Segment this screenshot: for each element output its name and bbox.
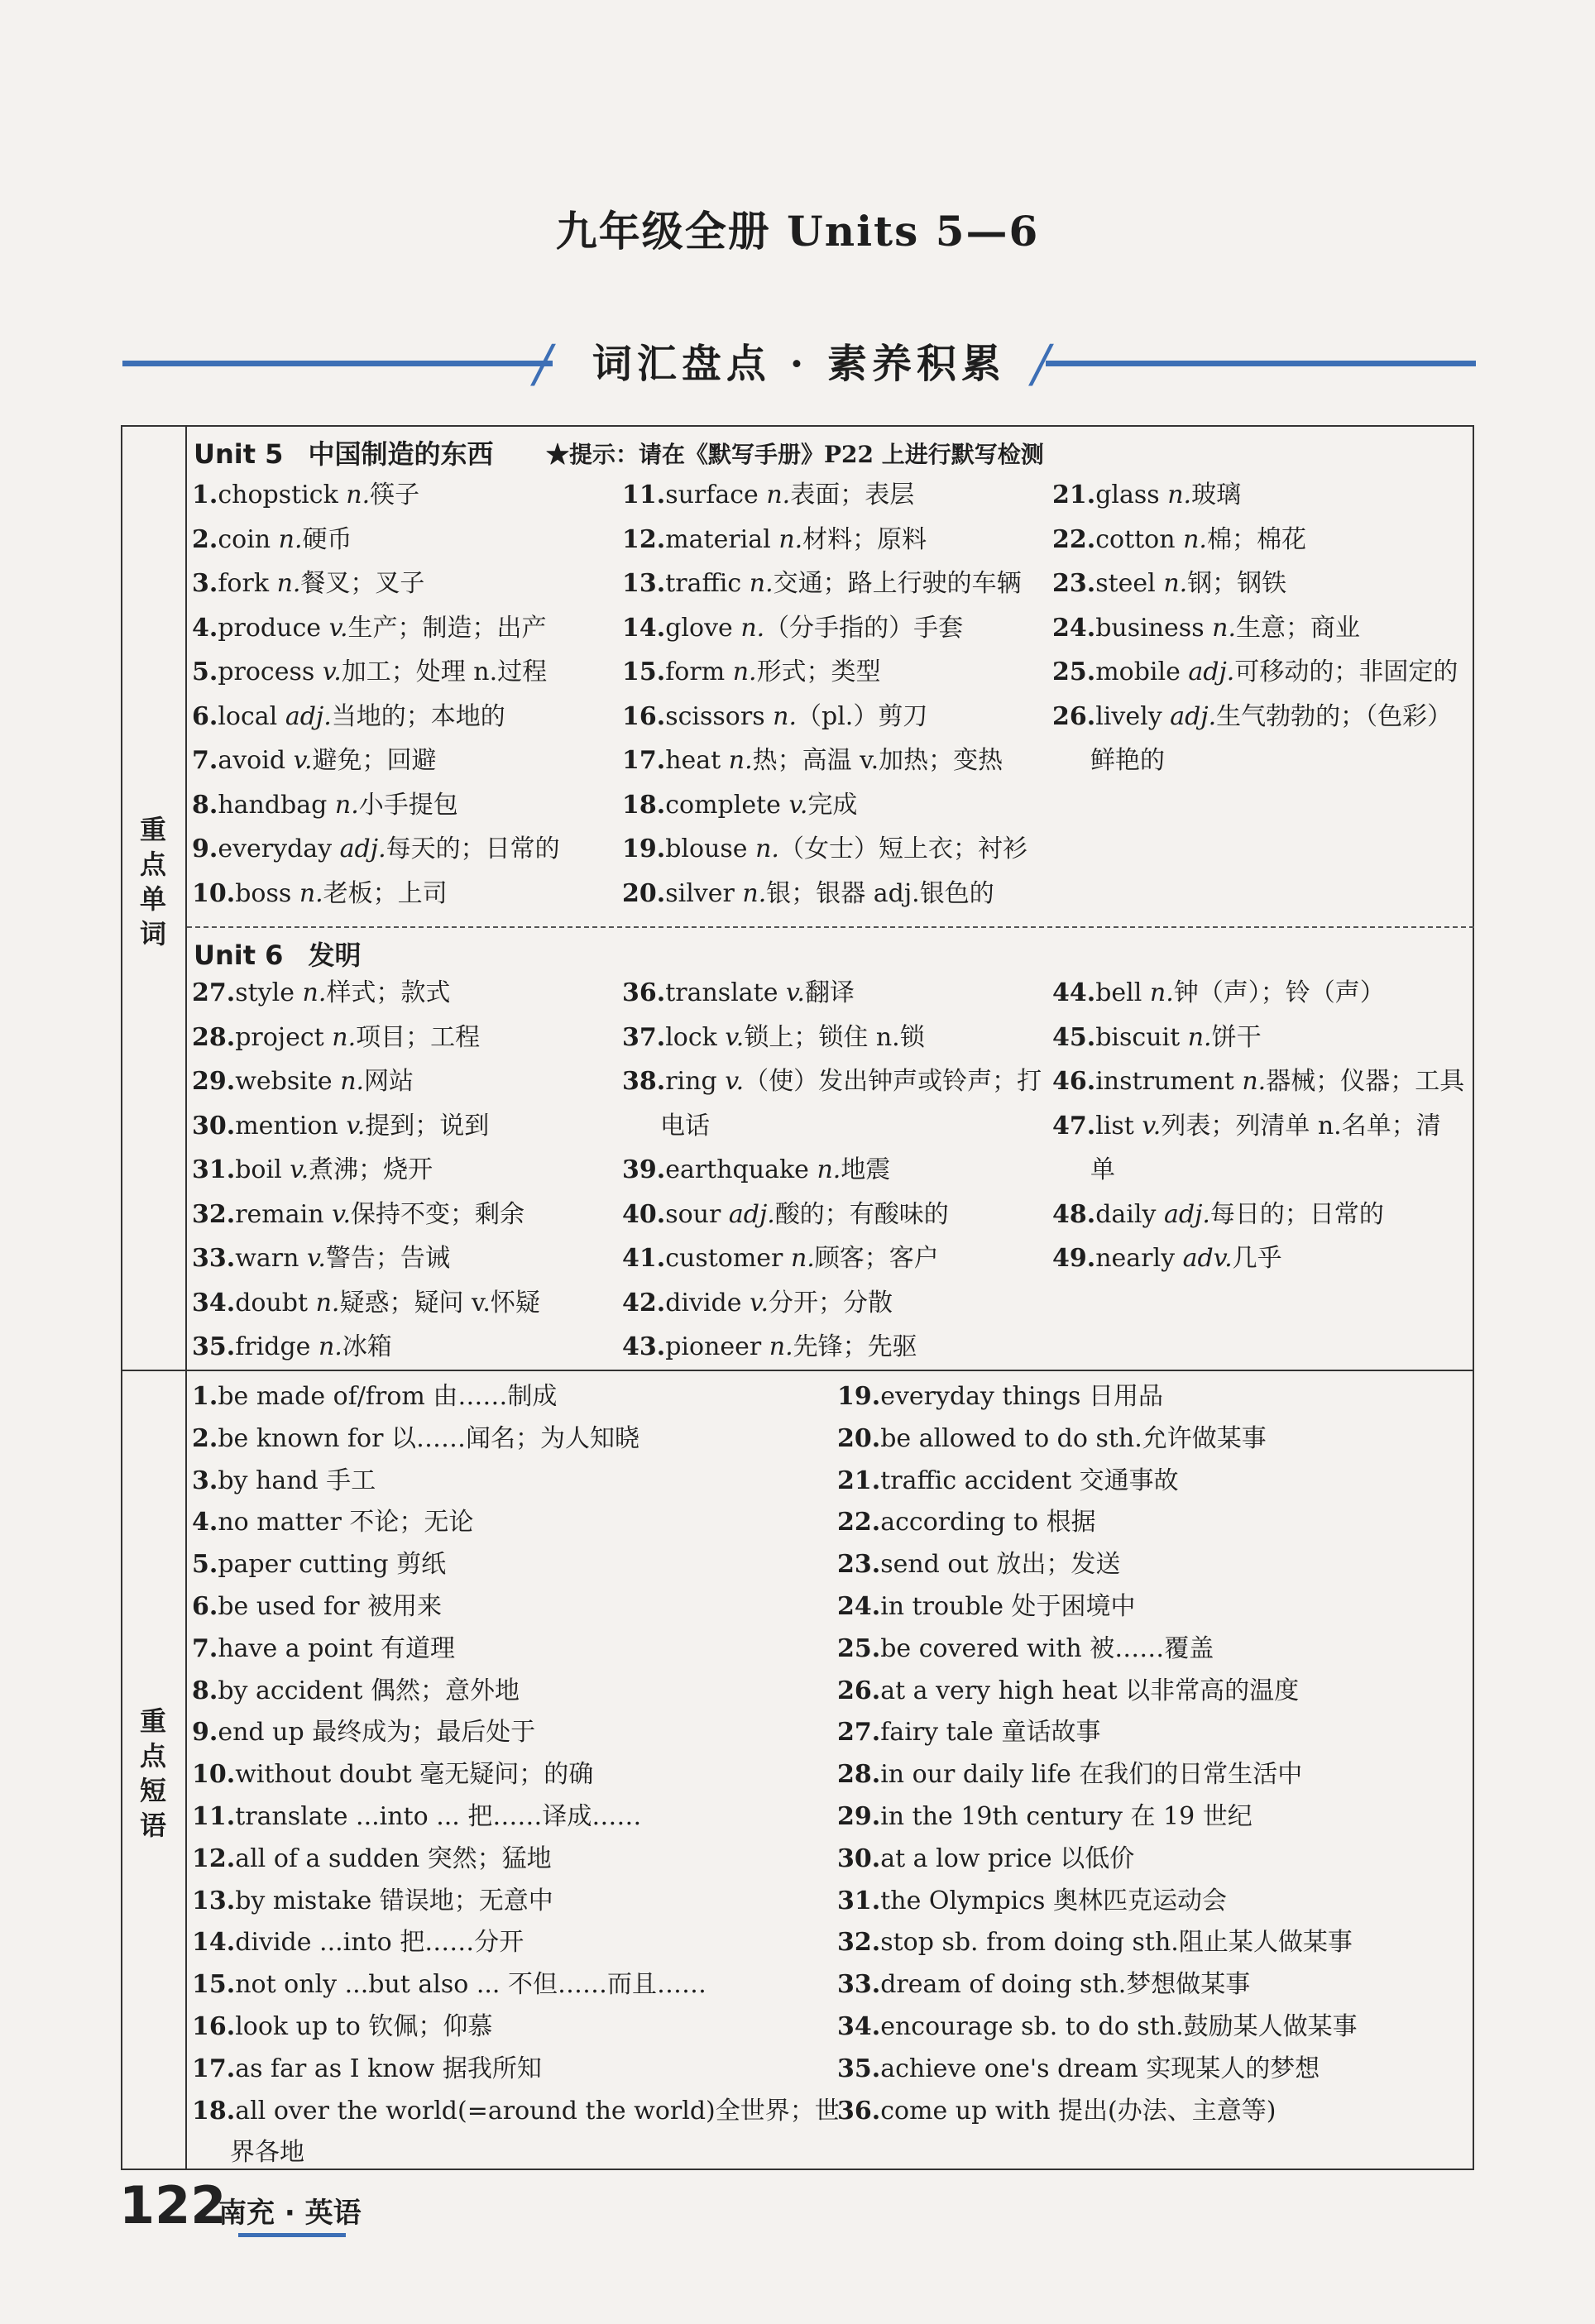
word-entry: 12.material n.材料；原料: [622, 524, 927, 554]
word-entry: 11.surface n.表面；表层: [622, 481, 915, 509]
word-entry: 9.everyday adj.每天的；日常的: [192, 834, 560, 863]
side-char: 词: [139, 918, 166, 949]
word-entry: 44.bell n.钟（声）；铃（声）: [1052, 978, 1385, 1007]
words-side-column: [121, 425, 187, 1371]
phrase-entry: 35.achieve one's dream 实现某人的梦想: [837, 2054, 1320, 2083]
unit5-label: Unit 5: [194, 438, 284, 470]
phrase-entry: 6.be used for 被用来: [192, 1591, 443, 1621]
side-char: 点: [139, 849, 166, 880]
unit6-name: 发明: [308, 940, 362, 971]
phrase-entry: 11.translate ...into ... 把……译成……: [192, 1801, 642, 1831]
phrase-entry: 23.send out 放出；发送: [837, 1550, 1121, 1580]
banner-slash-left: /: [534, 333, 552, 394]
phrases-side-label: [121, 1704, 185, 1843]
phrase-entry: 17.as far as I know 据我所知: [192, 2054, 542, 2083]
phrase-entry: 1.be made of/from 由……制成: [192, 1382, 558, 1411]
phrase-entry: 32.stop sb. from doing sth.阻止某人做某事: [837, 1928, 1353, 1958]
word-entry: 8.handbag n.小手提包: [192, 790, 458, 820]
word-entry: 22.cotton n.棉；棉花: [1052, 524, 1306, 554]
phrase-entry: 21.traffic accident 交通事故: [837, 1466, 1179, 1495]
banner-slash-right: /: [1032, 333, 1050, 394]
word-entry: 32.remain v.保持不变；剩余: [192, 1199, 525, 1229]
unit5-col3: [1052, 473, 1463, 783]
word-entry: 49.nearly adv.几乎: [1052, 1244, 1282, 1273]
phrase-entry: 29.in the 19th century 在 19 世纪: [837, 1801, 1253, 1831]
word-entry: 20.silver n.银；银器 adj.银色的: [622, 878, 994, 908]
phrase-entry: 34.encourage sb. to do sth.鼓励某人做某事: [837, 2011, 1358, 2041]
word-entry: 2.coin n.硬币: [192, 524, 352, 554]
unit6-col3: [1052, 971, 1463, 1281]
phrase-entry: 10.without doubt 毫无疑问；的确: [192, 1760, 594, 1790]
word-entry: 19.blouse n.（女士）短上衣；衬衫: [622, 834, 1027, 863]
word-entry: 13.traffic n.交通；路上行驶的车辆: [622, 569, 1022, 598]
page-title: 九年级全册 Units 5—6: [555, 207, 1040, 256]
unit6-header: [194, 935, 361, 973]
section-divider: [121, 1370, 1474, 1371]
phrase-entry: 15.not only ...but also ... 不但……而且……: [192, 1970, 706, 2000]
word-entry: 17.heat n.热；高温 v.加热；变热: [622, 746, 1003, 775]
word-entry: 41.customer n.顾客；客户: [622, 1244, 939, 1273]
word-entry: 24.business n.生意；商业: [1052, 613, 1360, 643]
footer-text: 南充 · 英语: [218, 2197, 362, 2230]
section-banner: [122, 331, 1476, 397]
unit5-col1: [192, 473, 622, 916]
phrase-entry: 24.in trouble 处于困境中: [837, 1591, 1136, 1621]
word-entry: 5.process v.加工；处理 n.过程: [192, 658, 548, 686]
phrase-entry: 16.look up to 钦佩；仰慕: [192, 2011, 493, 2041]
phrase-entry: 14.divide ...into 把……分开: [192, 1928, 524, 1958]
banner-line-left: [122, 361, 553, 366]
phrase-entry: 19.everyday things 日用品: [837, 1382, 1163, 1411]
phrases-col1: [192, 1376, 840, 2174]
word-entry: 29.website n.网站: [192, 1067, 414, 1096]
word-entry: 42.divide v.分开；分散: [622, 1288, 893, 1317]
dictation-tip: ★提示：请在《默写手册》P22 上进行默写检测: [546, 441, 1044, 468]
word-entry: 7.avoid v.避免；回避: [192, 746, 437, 775]
phrase-entry: 7.have a point 有道理: [192, 1633, 455, 1663]
words-side-label: [121, 812, 185, 951]
unit5-header: [194, 433, 493, 471]
phrase-entry: 36.come up with 提出(办法、主意等): [837, 2096, 1276, 2126]
word-entry: 36.translate v.翻译: [622, 978, 855, 1007]
word-entry: 35.fridge n.冰箱: [192, 1332, 392, 1361]
word-entry: 28.project n.项目；工程: [192, 1022, 481, 1052]
side-char: 单: [139, 883, 166, 915]
phrase-entry: 20.be allowed to do sth.允许做某事: [837, 1423, 1267, 1453]
phrase-entry: 8.by accident 偶然；意外地: [192, 1676, 520, 1705]
word-entry: 38.ring v.（使）发出钟声或铃声；打电话: [622, 1067, 1042, 1140]
word-entry: 10.boss n.老板；上司: [192, 878, 448, 908]
word-entry: 25.mobile adj.可移动的；非固定的: [1052, 658, 1458, 686]
word-entry: 23.steel n.钢；钢铁: [1052, 569, 1287, 598]
phrase-entry: 9.end up 最终成为；最后处于: [192, 1718, 536, 1748]
unit5-col2: [622, 473, 1052, 916]
word-entry: 14.glove n.（分手指的）手套: [622, 613, 964, 643]
word-entry: 27.style n.样式；款式: [192, 978, 451, 1007]
side-char: 短: [139, 1775, 166, 1806]
side-char: 重: [139, 814, 166, 845]
phrase-entry: 33.dream of doing sth.梦想做某事: [837, 1970, 1251, 2000]
word-entry: 3.fork n.餐叉；叉子: [192, 569, 425, 598]
phrases-side-column: [121, 1371, 187, 2170]
word-entry: 6.local adj.当地的；本地的: [192, 701, 505, 731]
phrase-entry: 13.by mistake 错误地；无意中: [192, 1886, 553, 1915]
word-entry: 4.produce v.生产；制造；出产: [192, 613, 547, 643]
word-entry: 45.biscuit n.饼干: [1052, 1022, 1262, 1052]
unit6-label: Unit 6: [194, 940, 284, 971]
word-entry: 16.scissors n.（pl.）剪刀: [622, 701, 928, 731]
word-entry: 15.form n.形式；类型: [622, 658, 881, 686]
side-char: 语: [139, 1810, 166, 1841]
phrase-entry: 5.paper cutting 剪纸: [192, 1550, 447, 1580]
phrases-col2: [837, 1376, 1466, 2132]
phrase-entry: 26.at a very high heat 以非常高的温度: [837, 1676, 1300, 1705]
word-entry: 33.warn v.警告；告诫: [192, 1244, 450, 1273]
banner-line-right: [1046, 361, 1476, 366]
footer-underline: [238, 2233, 346, 2237]
word-entry: 37.lock v.锁上；锁住 n.锁: [622, 1022, 925, 1052]
phrase-entry: 30.at a low price 以低价: [837, 1843, 1135, 1873]
phrase-entry: 28.in our daily life 在我们的日常生活中: [837, 1760, 1303, 1790]
word-entry: 21.glass n.玻璃: [1052, 481, 1242, 509]
word-entry: 31.boil v.煮沸；烧开: [192, 1155, 433, 1184]
unit5-name: 中国制造的东西: [308, 438, 494, 470]
side-char: 点: [139, 1740, 166, 1772]
unit-divider: [187, 926, 1474, 928]
word-entry: 48.daily adj.每日的；日常的: [1052, 1199, 1384, 1229]
phrase-entry: 27.fairy tale 童话故事: [837, 1718, 1101, 1748]
word-entry: 40.sour adj.酸的；有酸味的: [622, 1199, 949, 1229]
banner-text: 词汇盘点 · 素养积累: [592, 341, 1007, 387]
word-entry: 39.earthquake n.地震: [622, 1155, 891, 1184]
word-entry: 46.instrument n.器械；仪器；工具: [1052, 1067, 1465, 1096]
unit6-col2: [622, 971, 1052, 1370]
word-entry: 1.chopstick n.筷子: [192, 481, 420, 509]
word-entry: 26.lively adj.生气勃勃的；（色彩）鲜艳的: [1052, 701, 1453, 775]
phrase-entry: 3.by hand 手工: [192, 1466, 376, 1495]
phrase-entry: 25.be covered with 被……覆盖: [837, 1633, 1214, 1663]
phrase-entry: 18.all over the world(=around the world)全世界；世界各地: [192, 2096, 840, 2168]
word-entry: 18.complete v.完成: [622, 790, 858, 820]
phrase-entry: 22.according to 根据: [837, 1508, 1096, 1537]
side-char: 重: [139, 1705, 166, 1737]
phrase-entry: 2.be known for 以……闻名；为人知晓: [192, 1423, 639, 1453]
word-entry: 47.list v.列表；列清单 n.名单；清单: [1052, 1111, 1441, 1184]
word-entry: 30.mention v.提到；说到: [192, 1111, 490, 1140]
phrase-entry: 31.the Olympics 奥林匹克运动会: [837, 1886, 1227, 1915]
phrase-entry: 12.all of a sudden 突然；猛地: [192, 1843, 552, 1873]
word-entry: 34.doubt n.疑惑；疑问 v.怀疑: [192, 1288, 540, 1317]
unit6-col1: [192, 971, 622, 1370]
word-entry: 43.pioneer n.先锋；先驱: [622, 1332, 917, 1361]
phrase-entry: 4.no matter 不论；无论: [192, 1508, 474, 1537]
page-number: 122: [119, 2175, 227, 2236]
